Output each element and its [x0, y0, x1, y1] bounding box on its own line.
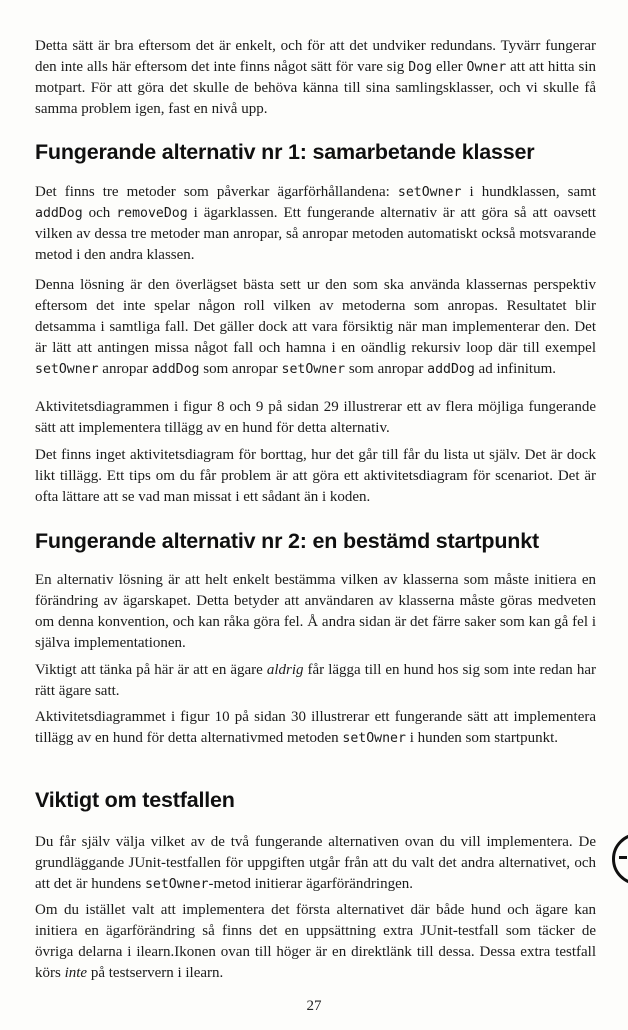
paragraph-best-solution: Denna lösning är den överlägset bästa sett ur den som ska använda klassernas perspektiv eftersom det inte spelar någon roll vilken av metoderna som anropas. Resultatet blir detsamma i samtliga fall. Det gäller dock att vara försiktig när man implementerar den. Det är lätt att antingen missa något fall och hamna i en oändlig rekursiv loop där till exempel setOwner anropar addDog som anropar setOwner som anropar addDog ad infinitum. — [35, 277, 596, 377]
paragraph-alternative-solution: En alternativ lösning är att helt enkelt bestämma vilken av klasserna som måste initiera en förändring av ägarskapet. Detta betyder att användaren av klasserna måste göras medveten om denna konvention, och kan råka göra fel. Å andra sidan är det färre saker som kan gå fel i själva implementationen. — [35, 572, 596, 651]
paragraph-extra-tests: Om du istället valt att implementera det första alternativet där både hund och ägare kan initiera en ägarförändring så finns det en uppsättning extra JUnit-testfall som täcker de övriga delarna i ilearn.Ikonen ovan till höger är en direktlänk till dessa. Dessa extra testfall körs inte på testservern i ilearn. — [35, 902, 596, 981]
paragraph-no-removal-diagram: Det finns inget aktivitetsdiagram för borttag, hur det går till får du lista ut själv. Det är dock likt tillägg. Ett tips om du får problem är att göra ett aktivitetsdiagram för scenariot. Det är ofta lättare att se vad man missat i ett sådant än i koden. — [35, 447, 596, 505]
section-heading-tests: Viktigt om testfallen — [35, 788, 235, 812]
paragraph-three-methods: Det finns tre metoder som påverkar ägarförhållandena: setOwner i hundklassen, samt addDog och removeDog i ägarklassen. Ett fungerande alternativ är att göra så att oavsett vilken av dessa tre metoder man anropar, så anropar metoden automatiskt också motsvarande metod i den andra klassen. — [35, 184, 597, 263]
paragraph-important-note: Viktigt att tänka på här är att en ägare aldrig får lägga till en hund hos sig som inte redan har rätt ägare satt. — [35, 662, 596, 699]
page-number: 27 — [306, 998, 322, 1014]
paragraph-choose-alternative: Du får själv välja vilket av de två fungerande alternativen ovan du vill implementera. De grundläggande JUnit-testfallen för uppgiften utgår från att du valt det andra alternativet, och att det är hundens setOwner-metod initierar ägarförändringen. — [35, 834, 596, 892]
section-heading-alt2: Fungerande alternativ nr 2: en bestämd startpunkt — [35, 529, 539, 553]
junit-tests-link-icon[interactable] — [612, 833, 628, 885]
link-icon-dash — [619, 856, 627, 859]
paragraph-intro: Detta sätt är bra eftersom det är enkelt, och för att det undviker redundans. Tyvärr fungerar den inte alls här eftersom det inte finns något sätt för vare sig Dog eller Owner att att hitta sin motpart. För att göra det skulle de behöva känna till sina samlingsklasser, och vi skulle få samma problem igen, fast en nivå upp. — [35, 38, 597, 117]
paragraph-activity-diagrams: Aktivitetsdiagrammen i figur 8 och 9 på sidan 29 illustrerar ett av flera möjliga fungerande sätt att implementera tillägg av en hund för detta alternativ. — [35, 399, 596, 436]
section-heading-alt1: Fungerande alternativ nr 1: samarbetande klasser — [35, 140, 535, 164]
paragraph-figure10: Aktivitetsdiagrammet i figur 10 på sidan 30 illustrerar ett fungerande sätt att implementera tillägg av en hund för detta alternativmed metoden setOwner i hunden som startpunkt. — [35, 709, 596, 746]
